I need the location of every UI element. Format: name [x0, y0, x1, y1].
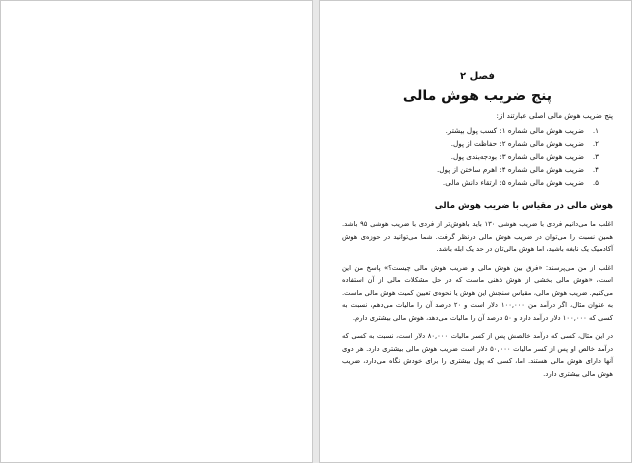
- list-item: [342, 124, 599, 137]
- paragraph: اغلب ما می‌دانیم فردی با ضریب هوشی ۱۳۰ باید باهوش‌تر از فردی با ضریب هوشی ۹۵ باشد. همین نسبت را می‌توان در ضریب هوش مالی درنظر گرفت. شما می‌توانید در حوزه‌ی هوش آکادمیک یک نابغه باشید، اما هوش مالی‌تان در حد یک ابله باشد.: [342, 220, 613, 253]
- quotient-list: [342, 124, 599, 189]
- chapter-title: پنج ضریب هوش مالی: [402, 88, 553, 104]
- list-item-text: ضریب هوش مالی شماره ۵: ارتقاء دانش مالی.: [442, 178, 584, 187]
- section-heading: هوش مالی در مقیاس با ضریب هوش مالی: [434, 201, 613, 211]
- paragraph: اغلب از من می‌پرسند: «فرق بین هوش مالی و ضریب هوش مالی چیست؟» پاسخ من این است، «هوش مالی بخشی از هوش ذهنی ماست که در حل مشکلات مالی از آن استفاده می‌کنیم. ضریب هوش مالی، مقیاس سنجش این هوش یا نحوه‌ی تعیین کمیت هوش مالی ماست. به عنوان مثال، اگر درآمد من ۱۰۰,۰۰۰ دلار است و ۲۰ درصد آن را مالیات می‌دهم، نسبت به کسی که ۱۰۰,۰۰۰ دلار درآمد دارد و ۵۰ درصد آن را مالیات می‌دهد، هوش مالی بیشتری دارم.: [342, 263, 613, 322]
- list-item-number: ۵.: [592, 178, 599, 187]
- list-item-text: ضریب هوش مالی شماره ۴: اهرم ساختن از پول.: [437, 165, 584, 174]
- left-page: [0, 0, 313, 463]
- chapter-number: فصل ۲: [460, 71, 495, 82]
- paragraph: در این مثال، کسی که درآمد خالصش پس از کسر مالیات ۸۰,۰۰۰ دلار است، نسبت به کسی که درآمد خالص او پس از کسر مالیات ۵۰,۰۰۰ دلار است ضریب هوش مالی بیشتری دارد. هر دوی آنها دارای هوش مالی هستند. اما، کسی که پول بیشتری را برای خودش نگاه می‌دارد، ضریب هوش مالی بیشتری دارد.: [342, 332, 614, 378]
- list-item-number: ۳.: [592, 152, 599, 161]
- list-item: [342, 150, 599, 163]
- list-item-text: ضریب هوش مالی شماره ۲: حفاظت از پول.: [450, 139, 584, 148]
- page-content: [342, 71, 613, 386]
- list-item: [342, 176, 599, 189]
- intro-line: پنج ضریب هوش مالی اصلی عبارتند از:: [496, 111, 613, 120]
- list-item-number: ۲.: [592, 139, 599, 148]
- list-item: [342, 137, 599, 150]
- right-page: [319, 0, 632, 463]
- list-item: [342, 163, 599, 176]
- list-item-text: ضریب هوش مالی شماره ۳: بودجه‌بندی پول.: [450, 152, 584, 161]
- list-item-text: ضریب هوش مالی شماره ۱: کسب پول بیشتر.: [445, 126, 584, 135]
- list-item-number: ۱.: [592, 126, 599, 135]
- list-item-number: ۴.: [592, 165, 599, 174]
